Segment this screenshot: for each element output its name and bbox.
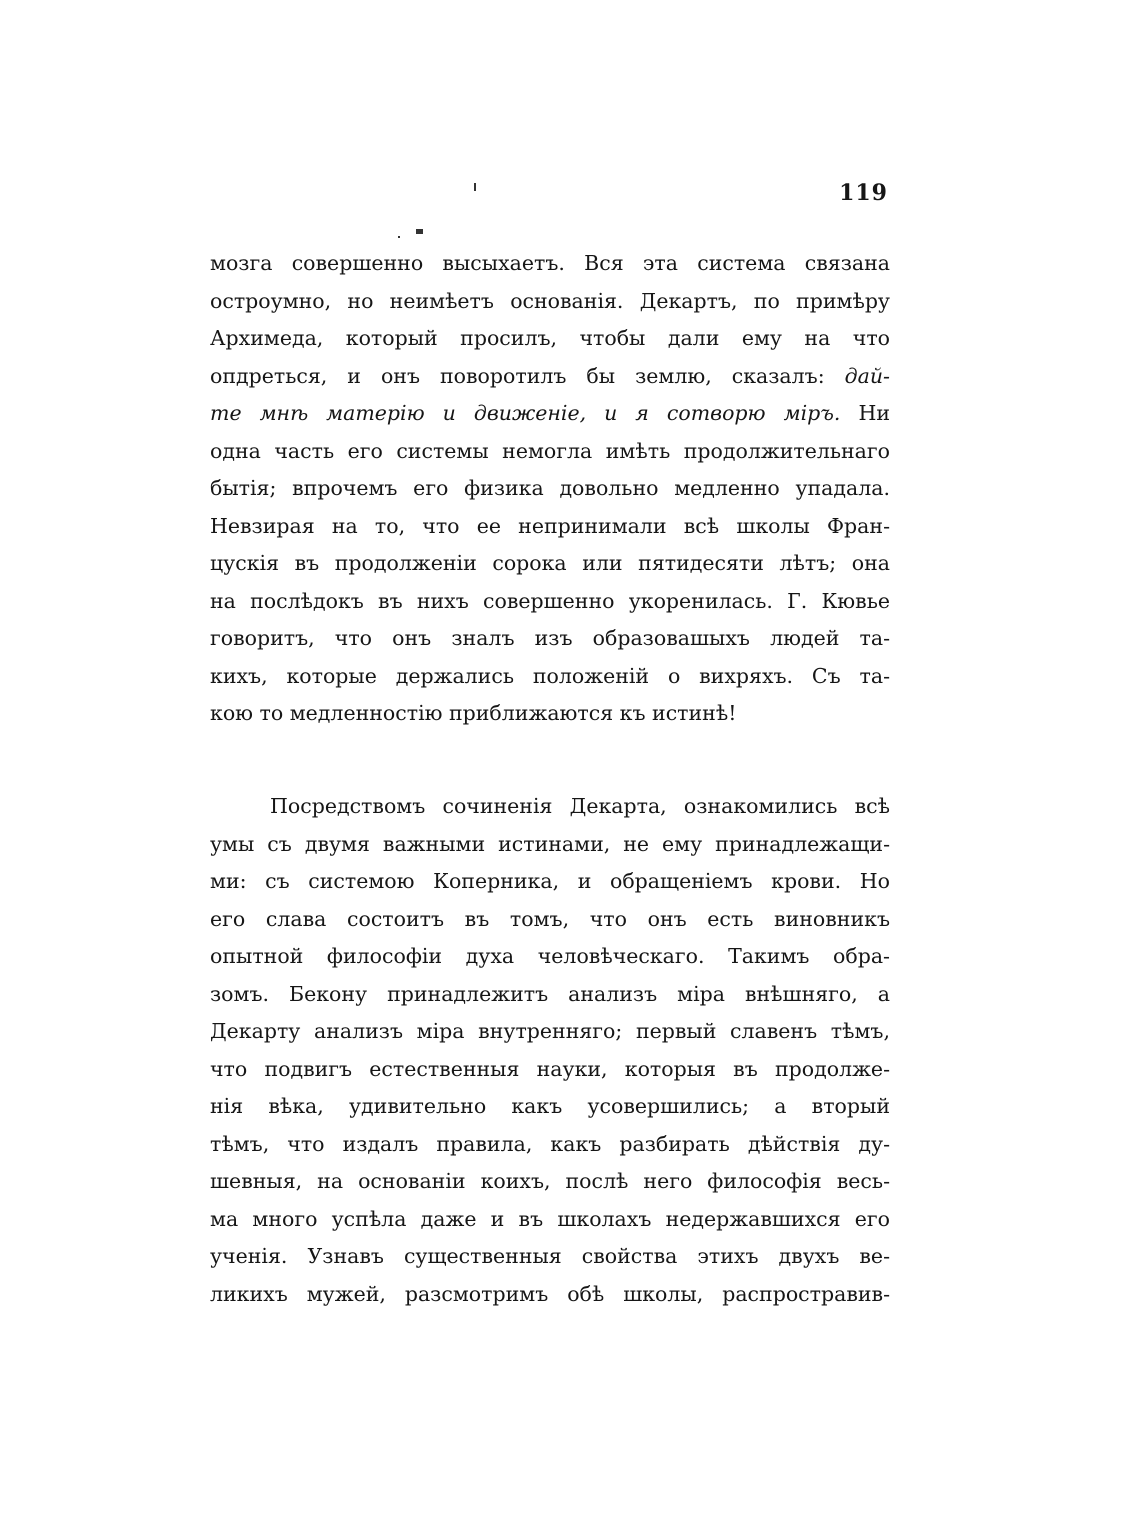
text-line: ма много успѣла даже и въ школахъ недержавшихся его <box>210 1206 890 1231</box>
text-line <box>210 358 890 396</box>
text-line: опытной философіи духа человѣческаго. Такимъ обра- <box>210 944 890 968</box>
page-number: 119 <box>839 180 888 206</box>
text-line: Архимеда, который просилъ, чтобы дали ему на что <box>210 326 890 350</box>
text-line: Посредствомъ сочиненія Декарта, ознакомились всѣ <box>270 794 890 818</box>
italic-quote: те мнѣ матерію и движеніе, и я сотворю міръ. <box>210 401 841 425</box>
text-line: ученія. Узнавъ существенныя свойства этихъ двухъ ве- <box>210 1244 890 1268</box>
text-line: кихъ, которые держались положеній о вихряхъ. Съ та- <box>210 663 890 688</box>
text-line: на послѣдокъ въ нихъ совершенно укоренилась. Г. Кювье <box>210 588 890 613</box>
print-speck <box>416 229 423 234</box>
text-line: одна часть его системы немогла имѣть продолжительнаго <box>210 438 890 463</box>
text-line: шевныя, на основаніи коихъ, послѣ него философія весь- <box>210 1169 890 1193</box>
italic-quote: дай- <box>844 363 890 388</box>
text-line: тѣмъ, что издалъ правила, какъ разбирать дѣйствія ду- <box>210 1131 890 1156</box>
text-line: зомъ. Бекону принадлежитъ анализъ міра внѣшняго, а <box>210 981 890 1006</box>
text-segment: опдреться, и онъ поворотилъ бы землю, сказалъ: <box>210 363 825 388</box>
text-line: бытія; впрочемъ его физика довольно медленно упадала. <box>210 476 890 500</box>
text-line: кою то медленностію приближаются къ истинѣ! <box>210 701 737 725</box>
text-segment: Ни <box>858 401 890 425</box>
print-speck <box>474 183 476 191</box>
text-line: говоритъ, что онъ зналъ изъ образовашыхъ людей та- <box>210 626 890 650</box>
text-line: нія вѣка, удивительно какъ усовершились; а вторый <box>210 1094 890 1118</box>
text-line: Невзирая на то, что ее непринимали всѣ школы Фран- <box>210 513 890 538</box>
text-line: умы съ двумя важными истинами, не ему принадлежащи- <box>210 831 890 856</box>
text-line: цускія въ продолженіи сорока или пятидесяти лѣтъ; она <box>210 551 890 575</box>
text-line: его слава состоитъ въ томъ, что онъ есть виновникъ <box>210 906 890 931</box>
text-line: Декарту анализъ міра внутренняго; первый славенъ тѣмъ, <box>210 1019 890 1043</box>
paragraph-1 <box>210 245 890 733</box>
print-speck <box>398 236 400 238</box>
text-line: ми: съ системою Коперника, и обращеніемъ крови. Но <box>210 869 890 893</box>
text-line: мозга совершенно высыхаетъ. Вся эта система связана <box>210 251 890 275</box>
text-line: ликихъ мужей, разсмотримъ обѣ школы, распростравив- <box>210 1281 890 1306</box>
text-line <box>210 395 890 433</box>
text-line: остроумно, но неимѣетъ основанія. Декартъ, по примѣру <box>210 288 890 313</box>
paragraph-2 <box>210 788 890 1313</box>
text-line: что подвигъ естественныя науки, которыя въ продолже- <box>210 1056 890 1081</box>
